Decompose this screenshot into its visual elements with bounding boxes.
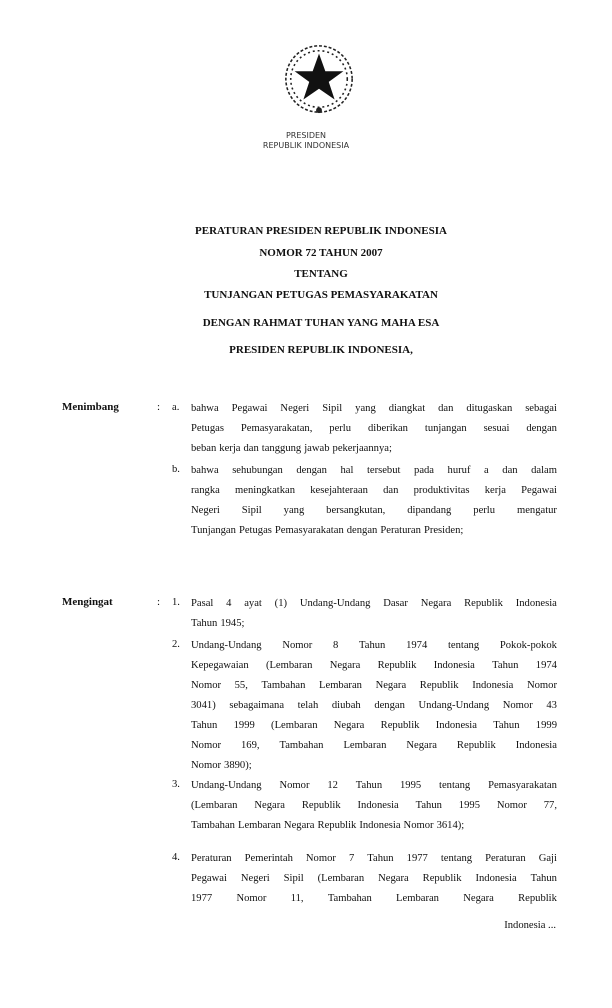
item-line: Undang-Undang Nomor 8 Tahun 1974 tentang Pokok-pokok [191,640,557,651]
item-line: rangka meningkatkan kesejahteraan dan produktivitas kerja Pegawai [191,485,557,496]
menimbang-item [172,464,557,544]
item-line: beban kerja dan tanggung jawab pekerjaannya; [191,443,392,454]
mengingat-item [172,779,557,839]
preamble-phrase: DENGAN RAHMAT TUHAN YANG MAHA ESA [202,317,440,329]
item-line: Tahun 1999 (Lembaran Negara Republik Indonesia Tahun 1999 [191,720,557,731]
item-line: Kepegawaian (Lembaran Negara Republik Indonesia Tahun 1974 [191,660,557,671]
item-line: Nomor 169, Tambahan Lembaran Negara Republik Indonesia [191,740,557,751]
regulation-title: PERATURAN PRESIDEN REPUBLIK INDONESIA [195,225,447,237]
item-line: Undang-Undang Nomor 12 Tahun 1995 tentang Pemasyarakatan [191,780,557,791]
menimbang-colon: : [157,401,161,413]
mengingat-colon: : [157,596,161,608]
item-number: 2. [172,639,180,650]
item-line: Nomor 55, Tambahan Lembaran Negara Republik Indonesia Nomor [191,680,557,691]
item-line: Peraturan Pemerintah Nomor 7 Tahun 1977 tentang Peraturan Gaji [191,853,557,864]
header-line-2: REPUBLIK INDONESIA [262,141,350,150]
mengingat-label: Mengingat [62,596,113,608]
item-line: Tambahan Lembaran Negara Republik Indonesia Nomor 3614); [191,820,465,831]
item-number: 4. [172,852,180,863]
mengingat-item [172,639,557,779]
item-line: Pasal 4 ayat (1) Undang-Undang Dasar Negara Republik Indonesia [191,598,557,609]
item-number: 3. [172,779,180,790]
president-heading: PRESIDEN REPUBLIK INDONESIA, [229,344,413,356]
item-line: Negeri Sipil yang bersangkutan, dipandang perlu mengatur [191,505,557,516]
item-line: bahwa Pegawai Negeri Sipil yang diangkat dan ditugaskan sebagai [191,403,557,414]
menimbang-item [172,402,557,462]
item-number: 1. [172,597,180,608]
item-line: 3041) sebagaimana telah diubah dengan Undang-Undang Nomor 43 [191,700,557,711]
continuation-text: Indonesia ... [504,920,556,931]
item-line: (Lembaran Negara Republik Indonesia Tahun 1995 Nomor 77, [191,800,557,811]
item-line: Pegawai Negeri Sipil (Lembaran Negara Republik Indonesia Tahun [191,873,557,884]
regulation-number: NOMOR 72 TAHUN 2007 [259,247,383,259]
garuda-star-emblem-icon [280,40,358,118]
item-line: Tunjangan Petugas Pemasyarakatan dengan Peraturan Presiden; [191,525,464,536]
item-line: 1977 Nomor 11, Tambahan Lembaran Negara Republik [191,893,557,904]
item-line: Petugas Pemasyarakatan, perlu diberikan tunjangan sesuai dengan [191,423,557,434]
item-line: Tahun 1945; [191,618,245,629]
mengingat-item [172,852,557,912]
item-number: b. [172,464,180,475]
regulation-subject: TUNJANGAN PETUGAS PEMASYARAKATAN [204,289,438,301]
header-line-1: PRESIDEN [285,131,327,140]
mengingat-item [172,597,557,637]
item-line: bahwa sehubungan dengan hal tersebut pada huruf a dan dalam [191,465,557,476]
menimbang-label: Menimbang [62,401,119,413]
regulation-tentang: TENTANG [294,268,348,280]
item-line: Nomor 3890); [191,760,252,771]
item-number: a. [172,402,180,413]
